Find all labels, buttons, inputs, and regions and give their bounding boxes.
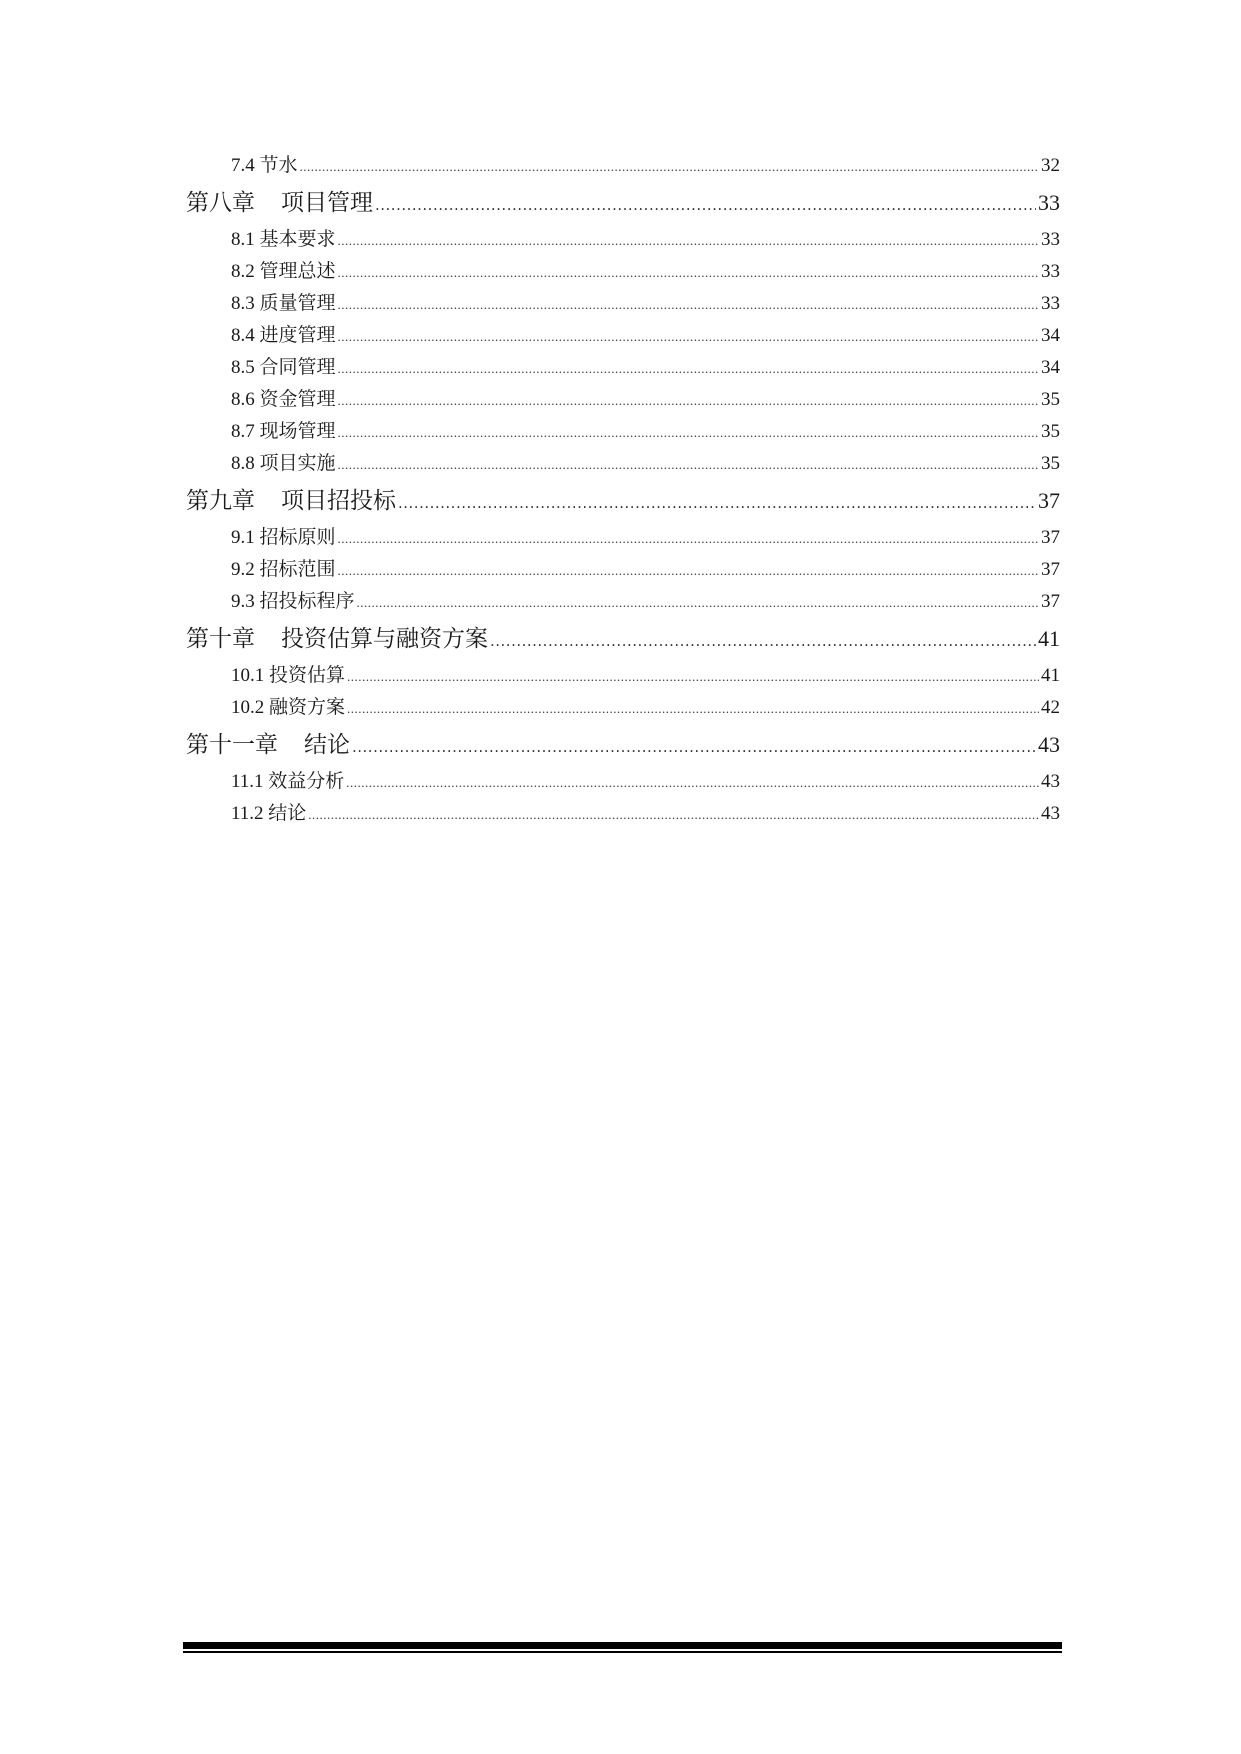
toc-chapter-label <box>186 184 373 217</box>
chapter-number: 第九章 <box>186 488 255 514</box>
toc-page-number: 43 <box>1041 771 1060 792</box>
chapter-number: 第十一章 <box>186 732 278 758</box>
toc-page-number: 35 <box>1041 453 1060 474</box>
toc-leader-dots <box>338 233 1039 249</box>
toc-page-number: 42 <box>1041 697 1060 718</box>
toc-section-9-3[interactable] <box>186 586 1060 618</box>
toc-section-label: 8.3 质量管理 <box>231 293 336 314</box>
toc-leader-dots <box>338 531 1039 547</box>
toc-chapter-11[interactable] <box>186 724 1060 766</box>
toc-section-label: 8.1 基本要求 <box>231 229 336 250</box>
toc-leader-dots <box>346 775 1039 791</box>
toc-leader-dots <box>338 297 1039 313</box>
toc-page-number: 35 <box>1041 389 1060 410</box>
toc-section-9-1[interactable] <box>186 522 1060 554</box>
toc-page-number: 32 <box>1041 155 1060 176</box>
chapter-title: 项目管理 <box>281 190 373 216</box>
toc-leader-dots <box>375 196 1036 214</box>
toc-leader-dots <box>338 265 1039 281</box>
table-of-contents <box>186 150 1060 830</box>
chapter-title: 投资估算与融资方案 <box>281 626 488 652</box>
toc-leader-dots <box>347 701 1039 717</box>
toc-page-number: 37 <box>1041 591 1060 612</box>
chapter-title: 项目招投标 <box>281 488 396 514</box>
toc-leader-dots <box>490 632 1036 650</box>
toc-page-number: 33 <box>1041 229 1060 250</box>
toc-leader-dots <box>338 393 1039 409</box>
toc-page-number: 33 <box>1041 261 1060 282</box>
toc-section-label: 8.8 项目实施 <box>231 453 336 474</box>
toc-section-8-6[interactable] <box>186 384 1060 416</box>
toc-section-label: 8.5 合同管理 <box>231 357 336 378</box>
toc-section-8-1[interactable] <box>186 224 1060 256</box>
toc-chapter-label <box>186 620 488 653</box>
chapter-number: 第十章 <box>186 626 255 652</box>
toc-page-number: 41 <box>1038 626 1060 651</box>
toc-leader-dots <box>357 595 1039 611</box>
toc-section-label: 8.2 管理总述 <box>231 261 336 282</box>
toc-section-label: 9.3 招投标程序 <box>231 591 355 612</box>
toc-section-8-4[interactable] <box>186 320 1060 352</box>
toc-section-8-3[interactable] <box>186 288 1060 320</box>
toc-section-label: 10.2 融资方案 <box>231 697 346 718</box>
toc-section-label: 8.6 资金管理 <box>231 389 336 410</box>
toc-leader-dots <box>398 494 1036 512</box>
toc-leader-dots <box>338 457 1039 473</box>
toc-chapter-label <box>186 726 350 759</box>
toc-page-number: 33 <box>1038 190 1060 215</box>
toc-leader-dots <box>352 738 1036 756</box>
toc-page-number: 43 <box>1041 803 1060 824</box>
toc-section-label: 11.1 效益分析 <box>231 771 345 792</box>
toc-section-label: 11.2 结论 <box>231 803 307 824</box>
toc-leader-dots <box>347 669 1039 685</box>
toc-chapter-9[interactable] <box>186 480 1060 522</box>
toc-section-11-2[interactable] <box>186 798 1060 830</box>
toc-page-number: 34 <box>1041 357 1060 378</box>
toc-leader-dots <box>300 159 1039 175</box>
toc-page-number: 37 <box>1041 559 1060 580</box>
toc-section-8-7[interactable] <box>186 416 1060 448</box>
toc-page-number: 41 <box>1041 665 1060 686</box>
toc-section-label: 10.1 投资估算 <box>231 665 346 686</box>
footer-rule-thin <box>183 1651 1062 1653</box>
toc-leader-dots <box>338 329 1039 345</box>
toc-section-label: 8.4 进度管理 <box>231 325 336 346</box>
toc-section-10-2[interactable] <box>186 692 1060 724</box>
toc-page-number: 37 <box>1038 488 1060 513</box>
toc-section-11-1[interactable] <box>186 766 1060 798</box>
toc-section-10-1[interactable] <box>186 660 1060 692</box>
toc-section-label: 8.7 现场管理 <box>231 421 336 442</box>
chapter-title: 结论 <box>304 732 350 758</box>
toc-page-number: 43 <box>1038 732 1060 757</box>
toc-section-label: 7.4 节水 <box>231 155 298 176</box>
toc-chapter-8[interactable] <box>186 182 1060 224</box>
toc-leader-dots <box>338 361 1039 377</box>
toc-section-8-5[interactable] <box>186 352 1060 384</box>
toc-chapter-label <box>186 482 396 515</box>
toc-section-9-2[interactable] <box>186 554 1060 586</box>
toc-leader-dots <box>338 425 1039 441</box>
toc-section-7-4[interactable] <box>186 150 1060 182</box>
chapter-number: 第八章 <box>186 190 255 216</box>
toc-page-number: 34 <box>1041 325 1060 346</box>
toc-leader-dots <box>338 563 1039 579</box>
toc-section-8-2[interactable] <box>186 256 1060 288</box>
toc-section-label: 9.1 招标原则 <box>231 527 336 548</box>
toc-chapter-10[interactable] <box>186 618 1060 660</box>
toc-leader-dots <box>308 807 1039 823</box>
toc-section-8-8[interactable] <box>186 448 1060 480</box>
toc-page-number: 35 <box>1041 421 1060 442</box>
toc-section-label: 9.2 招标范围 <box>231 559 336 580</box>
footer-rule <box>183 1642 1062 1649</box>
toc-page-number: 33 <box>1041 293 1060 314</box>
toc-page-number: 37 <box>1041 527 1060 548</box>
